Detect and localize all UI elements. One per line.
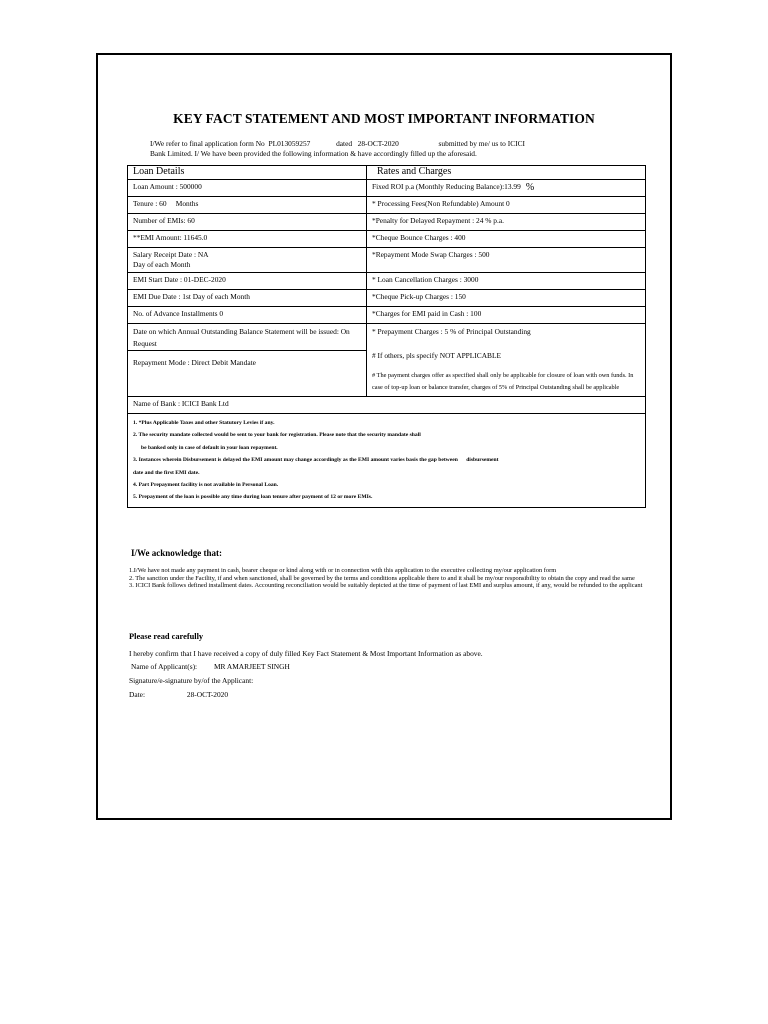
table-row (128, 231, 646, 248)
hash-note: # The payment charges offer as specified shall only be applicable for closure of loan with own funds. In case of top-up loan or balance transfer, charges of 5% of Principal Outstanding shall be applicable (372, 372, 634, 391)
emi-start-date: EMI Start Date : 01-DEC-2020 (128, 273, 367, 290)
others-note: # If others, pls specify NOT APPLICABLE (372, 351, 501, 360)
tenure: Tenure : 60 Months (128, 197, 367, 214)
emi-amount: **EMI Amount: 11645.0 (128, 231, 367, 248)
intro-part1: I/We refer to final application form No (150, 139, 265, 148)
penalty-delayed-repayment: *Penalty for Delayed Repayment : 24 % p.a. (367, 214, 646, 231)
date-line (129, 690, 228, 699)
intro-text (150, 139, 610, 158)
list-item: 3. ICICI Bank follows defined installment dates. Accounting reconciliation would be suitably depicted at the time of payment of last EMI and surplus amount, if any, would be refunded to the applicant (129, 582, 643, 590)
read-carefully-heading: Please read carefully (129, 632, 204, 641)
notes-row (128, 414, 646, 508)
table-row (128, 290, 646, 307)
bank-name: Name of Bank : ICICI Bank Ltd (128, 397, 646, 414)
loan-amount: Loan Amount : 500000 (128, 180, 367, 197)
note-5: 5. Prepayment of the loan is possible any time during loan tenure after payment of 12 or more EMIs. (133, 494, 373, 501)
table-row (128, 273, 646, 290)
prepayment-block (367, 324, 646, 397)
table-header-row (128, 166, 646, 180)
repayment-mode-swap: *Repayment Mode Swap Charges : 500 (367, 248, 646, 273)
header-loan-details: Loan Details (128, 166, 367, 180)
acknowledge-heading: I/We acknowledge that: (131, 548, 222, 558)
table-row (128, 248, 646, 273)
emi-cash-charges: *Charges for EMI paid in Cash : 100 (367, 307, 646, 324)
document-title: KEY FACT STATEMENT AND MOST IMPORTANT INFORMATION (173, 111, 595, 126)
list-item: 2. The sanction under the Facility, if and when sanctioned, shall be governed by the terms and conditions applicable there to and it shall be my/our responsibility to obtain the copy and read the same (129, 574, 635, 582)
cheque-bounce-charges: *Cheque Bounce Charges : 400 (367, 231, 646, 248)
table-row (128, 214, 646, 231)
dated-label: dated (336, 139, 353, 148)
note-3-cont: date and the first EMI date. (133, 469, 200, 476)
salary-receipt-date: Salary Receipt Date : NA Day of each Month (128, 248, 367, 273)
fixed-roi: Fixed ROI p.a (Monthly Reducing Balance):13.99 % (367, 180, 646, 197)
cheque-pickup-charges: *Cheque Pick-up Charges : 150 (367, 290, 646, 307)
prepayment-charges: * Prepayment Charges : 5 % of Principal Outstanding (372, 327, 531, 336)
note-4: 4. Part Prepayment facility is not available in Personal Loan. (133, 482, 279, 489)
table-row (128, 324, 646, 397)
note-1: 1. *Plus Applicable Taxes and other Statutory Levies if any. (133, 420, 275, 426)
note-2: 2. The security mandate collected would be sent to your bank for registration. Please note that the security mandate shall (133, 432, 421, 439)
number-of-emis: Number of EMIs: 60 (128, 214, 367, 231)
intro-date: 28-OCT-2020 (357, 139, 399, 148)
applicant-label: Name of Applicant(s): (131, 662, 198, 671)
key-fact-table (127, 165, 646, 508)
notes-cell (128, 414, 646, 508)
list-item: 1.I/We have not made any payment in cash, bearer cheque or kind along with or in connection with this application to the executive collecting my/our application form (129, 567, 557, 574)
applicant-name: MR AMARJEET SINGH (213, 662, 290, 671)
date-label: Date: (129, 690, 146, 699)
table-row (128, 180, 646, 197)
signature-line: Signature/e-signature by/of the Applicant: (129, 676, 254, 685)
intro-part2: submitted by me/ us to ICICI (438, 139, 525, 148)
confirmation-text: I hereby confirm that I have received a copy of duly filled Key Fact Statement & Most Important Information as above. (129, 649, 483, 658)
date-value: 28-OCT-2020 (186, 690, 229, 699)
acknowledge-list (129, 567, 649, 590)
repayment-mode: Repayment Mode : Direct Debit Mandate (133, 358, 256, 367)
document-page (96, 53, 672, 820)
processing-fees: * Processing Fees(Non Refundable) Amount 0 (367, 197, 646, 214)
applicant-line (131, 662, 290, 671)
note-2-cont: be banked only in case of default in your loan repayment. (141, 444, 278, 451)
annual-statement: Date on which Annual Outstanding Balance Statement will be issued: On Request (133, 327, 350, 348)
emi-due-date: EMI Due Date : 1st Day of each Month (128, 290, 367, 307)
form-number: PL013059257 (268, 139, 311, 148)
table-row (128, 197, 646, 214)
loan-cancellation-charges: * Loan Cancellation Charges : 3000 (367, 273, 646, 290)
note-3: 3. Instances wherein Disbursement is delayed the EMI amount may change accordingly as the EMI amount varies basis the gap between disbursement (133, 457, 499, 464)
advance-installments: No. of Advance Installments 0 (128, 307, 367, 324)
percent-sign: % (525, 182, 535, 193)
header-rates-charges: Rates and Charges (367, 166, 646, 180)
statement-and-repayment (128, 324, 367, 397)
table-row (128, 397, 646, 414)
intro-line2: Bank Limited. I/ We have been provided the following information & have accordingly filled up the aforesaid. (150, 148, 477, 158)
table-row (128, 307, 646, 324)
